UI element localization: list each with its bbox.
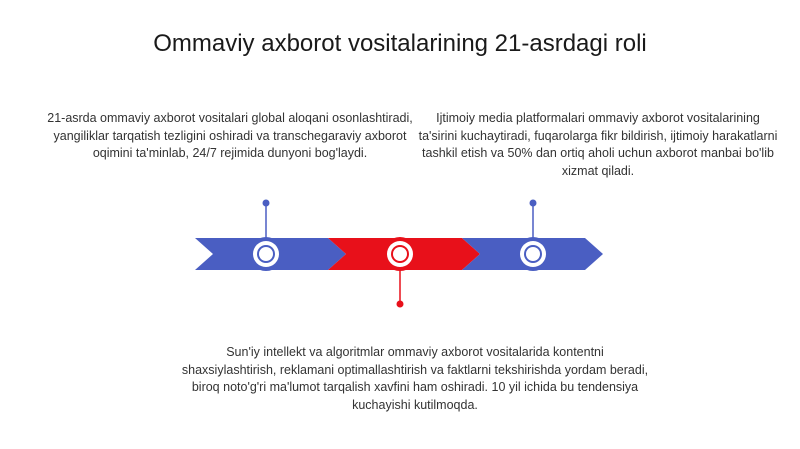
milestone-1 <box>249 237 283 271</box>
text-block-3: Sun'iy intellekt va algoritmlar ommaviy axborot vositalarida kontentni shaxsiylashtirish, reklamani optimallashtirish va faktlarni tekshirishda yordam beradi, biroq noto'g'ri ma'lumot tarqalish xavfini ham oshiradi. 10 yil ichida bu tendensiya kuchayishi kutilmoqda. <box>181 345 649 412</box>
connector-dot-3 <box>530 200 537 207</box>
text-block-2: Ijtimoiy media platformalari ommaviy axborot vositalarining ta'sirini kuchaytiradi, fuqarolarga fikr bildirish, ijtimoiy harakatlarni tashkil etish va 50% dan ortiq aholi uchun axborot manbai bo'lib xizmat qiladi. <box>418 111 778 178</box>
connector-dot-2 <box>397 301 404 308</box>
milestone-3 <box>516 237 550 271</box>
connector-dot-1 <box>263 200 270 207</box>
page-title: Ommaviy axborot vositalarining 21-asrdagi roli <box>153 30 647 57</box>
text-block-1: 21-asrda ommaviy axborot vositalari global aloqani osonlashtiradi, yangiliklar tarqatish tezligini oshiradi va transchegaraviy axborot oqimini ta'minlab, 24/7 rejimida dunyoni bog'laydi. <box>47 111 413 160</box>
milestone-2 <box>383 237 417 271</box>
